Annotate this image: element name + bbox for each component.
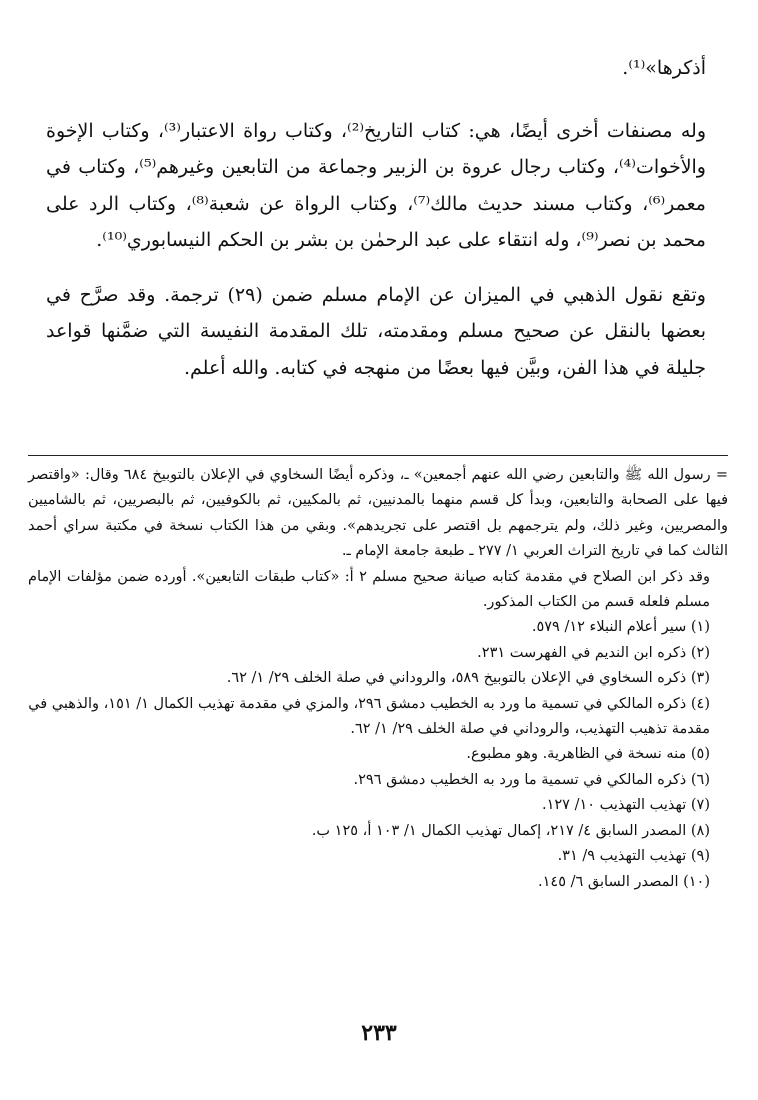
footnote-5: (٥) منه نسخة في الظاهرية. وهو مطبوع.	[466, 746, 710, 763]
paragraph-works: وله مصنفات أخرى أيضًا، هي: كتاب التاريخ⁽²⁾، وكتاب رواة الاعتبار⁽³⁾، وكتاب الإخوة والأخوات⁽⁴⁾، وكتاب رجال عروة بن الزبير وجماعة من التابعين وغيرهم⁽⁵⁾، وكتاب في معمر⁽⁶⁾، وكتاب مسند حديث مالك⁽⁷⁾، وكتاب الرواة عن شعبة⁽⁸⁾، وكتاب الرد على محمد بن نصر⁽⁹⁾، وله انتقاء على عبد الرحمٰن بن بشر بن الحكم النيسابوري⁽¹⁰⁾.	[46, 119, 706, 251]
footnote-7: (٧) تهذيب التهذيب ١٠/ ١٢٧.	[541, 797, 710, 814]
footnotes	[28, 463, 728, 895]
footnote-3: (٣) ذكره السخاوي في الإعلان بالتوبيخ ٥٨٩، والروداني في صلة الخلف ٢٩/ ١/ ٦٢.	[226, 670, 710, 687]
footnote-ibn-salah: وقد ذكر ابن الصلاح في مقدمة كتابه صيانة صحيح مسلم ٢ أ: «كتاب طبقات التابعين». أورده ضمن مؤلفات الإمام مسلم فلعله قسم من الكتاب المذكور.	[28, 568, 710, 611]
footnote-divider	[28, 455, 728, 456]
main-text	[46, 50, 706, 386]
footnote-9: (٩) تهذيب التهذيب ٩/ ٣١.	[557, 848, 710, 865]
paragraph-dhahabi: وتقع نقول الذهبي في الميزان عن الإمام مسلم ضمن (٢٩) ترجمة. وقد صرَّح في بعضها بالنقل عن صحيح مسلم ومقدمته، تلك المقدمة النفيسة التي ضمَّنها قواعد جليلة في هذا الفن، وبيَّن فيها بعضًا من منهجه في كتابه. والله أعلم.	[46, 283, 706, 379]
footnote-6: (٦) ذكره المالكي في تسمية ما ورد به الخطيب دمشق ٢٩٦.	[353, 771, 710, 788]
footnote-1: (١) سير أعلام النبلاء ١٢/ ٥٧٩.	[531, 619, 710, 636]
page-number: ٢٣٣	[361, 1020, 397, 1046]
footnote-2: (٢) ذكره ابن النديم في الفهرست ٢٣١.	[477, 644, 710, 661]
footnote-4: (٤) ذكره المالكي في تسمية ما ورد به الخطيب دمشق ٢٩٦، والمزي في مقدمة تهذيب الكمال ١/ ١٥١، والذهبي في مقدمة تذهيب التهذيب، والروداني في صلة الخلف ٢٩/ ١/ ٦٢.	[28, 695, 710, 738]
footnote-10: (١٠) المصدر السابق ٦/ ١٤٥.	[538, 873, 710, 890]
footnote-continuation: = رسول الله ﷺ والتابعين رضي الله عنهم أجمعين» ـ، وذكره أيضًا السخاوي في الإعلان بالتوبيخ ٦٨٤ وقال: «واقتصر فيها على الصحابة والتابعين، وبدأ كل قسم منهما بالمدنيين، ثم بالمكيين، ثم بالكوفيين، ثم بالبصريين، ثم بالشاميين والمصريين، وغير ذلك، ولم يترجمهم بل اقتصر على تجريدهم». وبقي من هذا الكتاب نسخة في مكتبة سراي أحمد الثالث كما في تاريخ التراث العربي ١/ ٢٧٧ ـ طبعة جامعة الإمام ـ.	[28, 467, 728, 560]
footnote-8: (٨) المصدر السابق ٤/ ٢١٧، إكمال تهذيب الكمال ١/ ١٠٣ أ، ١٢٥ ب.	[311, 822, 710, 839]
paragraph-quote-end: أذكرها»⁽¹⁾.	[622, 57, 706, 79]
